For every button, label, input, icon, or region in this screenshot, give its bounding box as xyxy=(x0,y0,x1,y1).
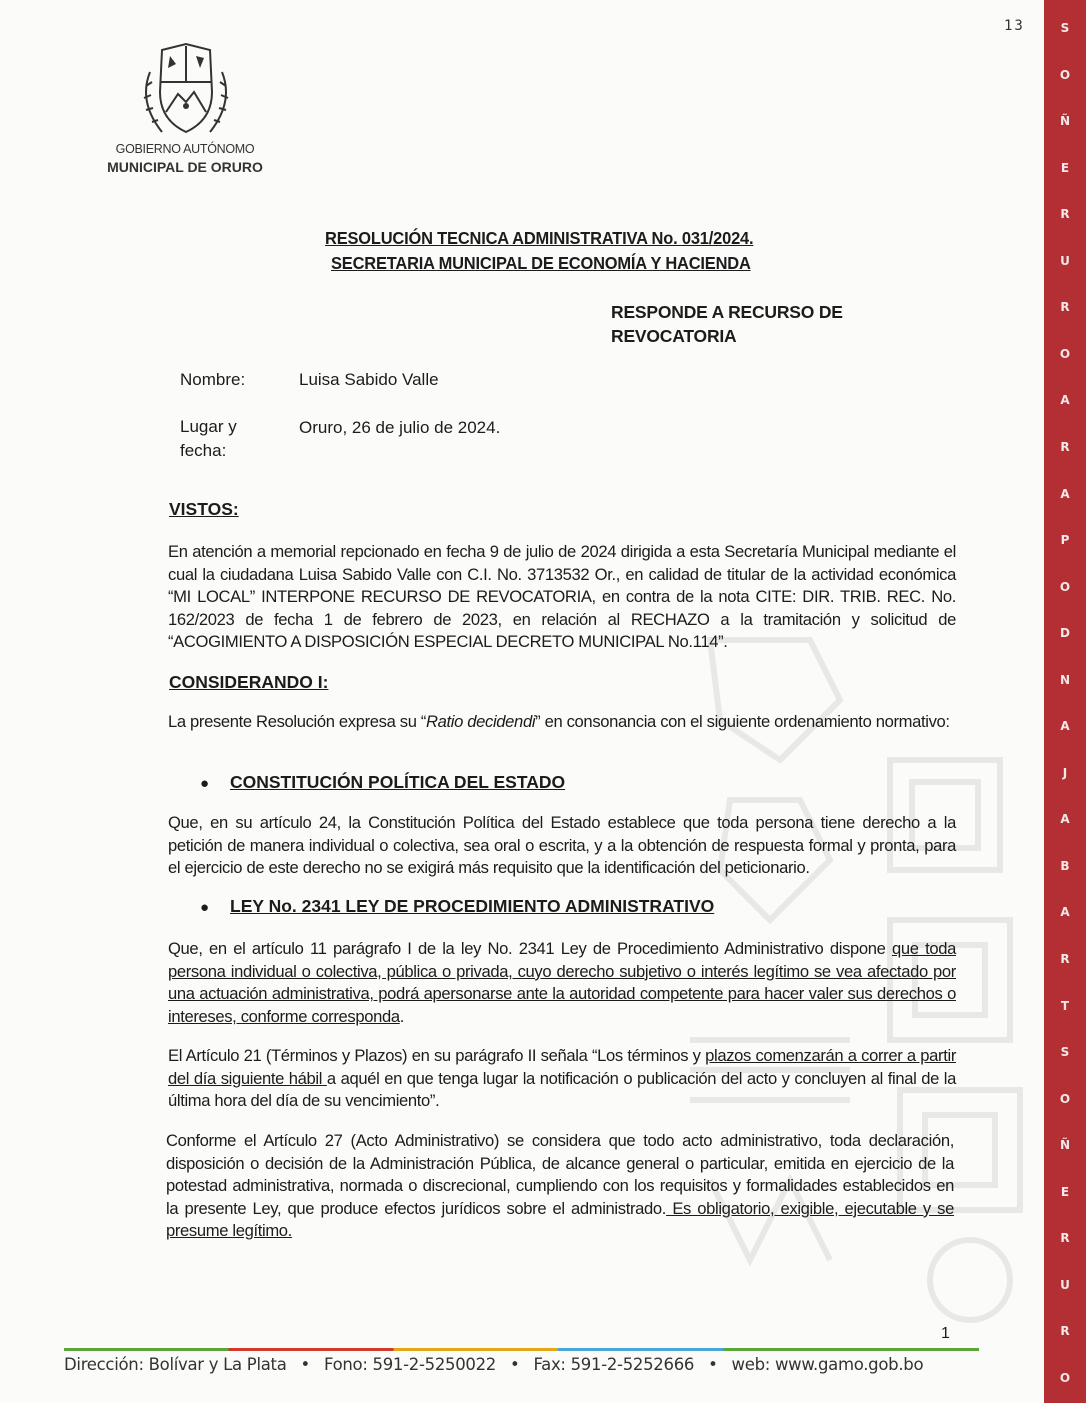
side-banner-letter: P xyxy=(1060,533,1070,548)
side-banner-letter: A xyxy=(1060,486,1070,501)
articulo-27-paragraph: Conforme el Artículo 27 (Acto Administrativo) se considera que todo acto administrativo, toda declaración, disposición o decisión de la Administración Pública, de alcance general o particular, emitida en ejercicio de la potestad administrativa, normada o discrecional, cumpliendo con los requisitos y formalidades establecidos en la presente Ley, que produce efectos jurídicos sobre el administrado. Es obligatorio, exigible, ejecutable y se presume legítimo. xyxy=(166,1131,954,1241)
side-banner-letter: R xyxy=(1060,207,1070,222)
side-banner-letter: A xyxy=(1060,719,1070,734)
lugar-label-1: Lugar y xyxy=(180,417,237,436)
document-subtitle: SECRETARIA MUNICIPAL DE ECONOMÍA Y HACIENDA xyxy=(331,253,751,273)
side-banner-letter: O xyxy=(1059,346,1071,361)
considerando-heading: CONSIDERANDO I: xyxy=(169,672,329,692)
side-banner-letter: S xyxy=(1060,21,1070,35)
considerando-intro: La presente Resolución expresa su “Ratio decidendi” en consonancia con el siguiente ordenamiento normativo: xyxy=(168,712,950,731)
side-banner-letter: E xyxy=(1060,160,1070,175)
side-banner-letter: J xyxy=(1062,765,1068,780)
bullet-ley-2341: ● LEY No. 2341 LEY DE PROCEDIMIENTO ADMINISTRATIVO xyxy=(200,896,715,916)
side-banner-letter: T xyxy=(1060,998,1070,1013)
footer-web: web: www.gamo.gob.bo xyxy=(731,1355,924,1374)
side-banner-letter: A xyxy=(1060,812,1070,827)
side-banner-letter: S xyxy=(1060,1045,1070,1060)
footer-phone: Fono: 591-2-5250022 xyxy=(323,1355,497,1374)
logo-text-municipal: MUNICIPAL DE ORURO xyxy=(107,159,263,175)
footer: Dirección: Bolívar y La Plata • Fono: 591-2-5250022 • Fax: 591-2-5252666 • web: www.gamo.gob.bo xyxy=(64,1355,924,1374)
vistos-heading: VISTOS: xyxy=(169,499,239,519)
side-banner-letter: R xyxy=(1060,300,1070,315)
side-banner-letter: N xyxy=(1059,672,1071,687)
vistos-paragraph: En atención a memorial repcionado en fecha 9 de julio de 2024 dirigida a esta Secretaría Municipal mediante el cual la ciudadana Luisa Sabido Valle con C.I. No. 3713532 Or., en calidad de titular de la actividad económica “MI LOCAL” INTERPONE RECURSO DE REVOCATORIA, en contra de la nota CITE: DIR. TRIB. REC. No. 162/2023 de fecha 1 de febrero de 2023, en relación al RECHAZO a la tramitación y solicitud de “ACOGIMIENTO A DISPOSICIÓN ESPECIAL DECRETO MUNICIPAL No.114”. xyxy=(168,542,956,652)
articulo-21-paragraph: El Artículo 21 (Términos y Plazos) en su parágrafo II señala “Los términos y plazos comenzarán a correr a partir del día siguiente hábil a aquél en que tenga lugar la notificación o publicación del acto y concluyen al final de la última hora del día de su vencimiento”. xyxy=(168,1046,956,1111)
logo-text-gobierno: GOBIERNO AUTÓNOMO xyxy=(115,142,255,156)
side-banner-letter: R xyxy=(1060,1324,1070,1339)
side-banner-letter: R xyxy=(1060,1231,1070,1246)
side-banner-letter: U xyxy=(1060,1277,1070,1292)
side-banner-letter: U xyxy=(1060,253,1070,268)
side-banner-letter: O xyxy=(1059,1091,1071,1106)
footer-fax: Fax: 591-2-5252666 xyxy=(533,1355,695,1374)
side-banner-letter: O xyxy=(1059,67,1071,82)
municipal-coat-of-arms-logo xyxy=(132,42,240,142)
lugar-label-2: fecha: xyxy=(180,441,227,460)
footer-address: Dirección: Bolívar y La Plata xyxy=(64,1355,287,1374)
side-banner-letter: Ñ xyxy=(1059,1138,1071,1153)
side-banner-letter: O xyxy=(1059,579,1071,594)
side-banner-letter: D xyxy=(1060,626,1070,641)
bullet-constitucion: ● CONSTITUCIÓN POLÍTICA DEL ESTADO xyxy=(200,772,566,792)
subject-line-2: REVOCATORIA xyxy=(611,326,737,346)
document-title: RESOLUCIÓN TECNICA ADMINISTRATIVA No. 031/2024. xyxy=(325,228,754,248)
side-banner-letter: B xyxy=(1060,858,1070,873)
page-number-bottom: 1 xyxy=(941,1325,950,1342)
nombre-value: Luisa Sabido Valle xyxy=(299,370,439,389)
side-banner-letter: R xyxy=(1060,439,1070,454)
lugar-value: Oruro, 26 de julio de 2024. xyxy=(299,418,501,437)
side-banner xyxy=(1044,0,1086,1403)
side-banner-letter: O xyxy=(1059,1371,1071,1385)
side-banner-letter: Ñ xyxy=(1059,114,1071,129)
subject-line-1: RESPONDE A RECURSO DE xyxy=(611,302,843,322)
nombre-label: Nombre: xyxy=(180,370,246,389)
articulo-11-paragraph: Que, en el artículo 11 parágrafo I de la ley No. 2341 Ley de Procedimiento Administrativo dispone que toda persona individual o colectiva, pública o privada, cuyo derecho subjetivo o interés legítimo se vea afectado por una actuación administrativa, podrá apersonarse ante la autoridad competente para hacer valer sus derechos o intereses, conforme corresponda. xyxy=(168,939,957,1026)
cpe-paragraph: Que, en su artículo 24, la Constitución Política del Estado establece que toda persona tiene derecho a la petición de manera individual o colectiva, sea oral o escrita, y a la obtención de respuesta formal y pronta, para el ejercicio de este derecho no se exigirá más requisito que la identificación del peticionario. xyxy=(168,813,956,878)
page-number-top: 13 xyxy=(1004,18,1025,34)
side-banner-letter: R xyxy=(1060,952,1070,967)
side-banner-letter: E xyxy=(1060,1184,1070,1199)
side-banner-letter: A xyxy=(1060,393,1070,408)
side-banner-letter: A xyxy=(1060,905,1070,920)
footer-color-rule xyxy=(64,1348,979,1351)
